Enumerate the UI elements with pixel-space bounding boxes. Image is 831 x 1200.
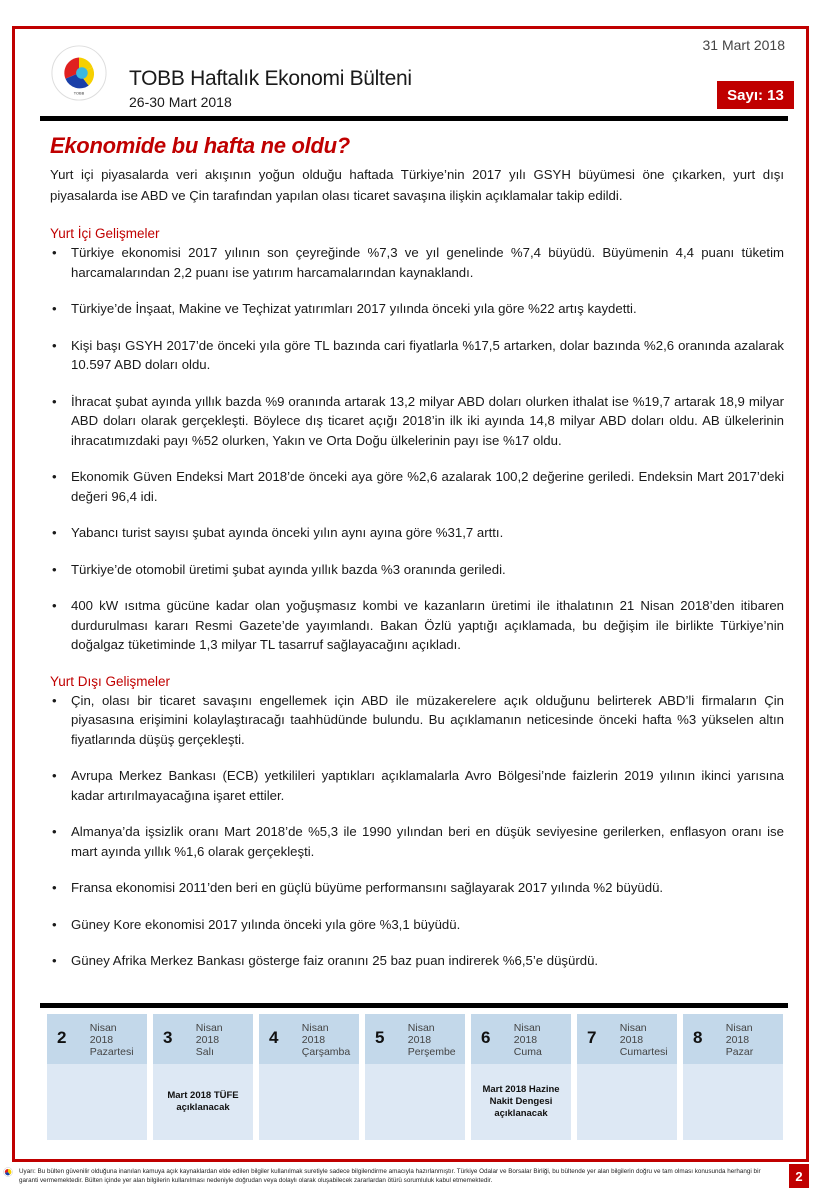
day-event	[577, 1064, 677, 1140]
calendar-day-header	[47, 1014, 147, 1064]
calendar-day	[47, 1014, 147, 1140]
day-month: Nisan 2018	[725, 1022, 753, 1046]
section-title-domestic: Yurt İçi Gelişmeler	[50, 226, 160, 241]
list-item: • Almanya’da işsizlik oranı Mart 2018’de %5,3 ile 1990 yılından beri en düşük seviyesine gerilerken, enflasyon oranı ise mart ayında yıllık %1,6 olarak gerçekleşti.	[50, 822, 784, 861]
day-month: Nisan 2018	[407, 1022, 435, 1046]
day-weekday: Cumartesi	[619, 1046, 668, 1058]
day-weekday: Pazartesi	[89, 1046, 134, 1058]
day-event	[365, 1064, 465, 1140]
calendar-day	[577, 1014, 677, 1140]
list-item: • Güney Afrika Merkez Bankası gösterge faiz oranını 25 baz puan indirerek %6,5’e düşürdü.	[50, 951, 784, 971]
issue-badge: Sayı: 13	[717, 81, 794, 109]
header-divider	[40, 116, 788, 121]
day-number: 2	[57, 1028, 67, 1047]
day-event: Mart 2018 Hazine Nakit Dengesi açıklanacak	[471, 1064, 571, 1140]
main-content	[50, 132, 784, 971]
day-month: Nisan 2018	[89, 1022, 117, 1046]
day-weekday: Perşembe	[407, 1046, 456, 1058]
day-event	[683, 1064, 783, 1140]
bulletin-title: TOBB Haftalık Ekonomi Bülteni	[129, 67, 412, 90]
day-event	[259, 1064, 359, 1140]
page-number: 2	[789, 1164, 809, 1188]
international-list	[50, 691, 784, 971]
day-weekday: Çarşamba	[301, 1046, 351, 1058]
list-item: • Türkiye’de İnşaat, Makine ve Teçhizat yatırımları 2017 yılında önceki yıla göre %22 artış kaydetti.	[50, 299, 784, 319]
calendar-day-header	[471, 1014, 571, 1064]
day-month: Nisan 2018	[513, 1022, 541, 1046]
list-item: • Türkiye ekonomisi 2017 yılının son çeyreğinde %7,3 ve yıl genelinde %7,4 büyüdü. Büyümenin 4,4 puanı tüketim harcamalarından 2,2 puanı ise yatırım harcamalarından kaynaklandı.	[50, 243, 784, 282]
publish-date: 31 Mart 2018	[702, 37, 785, 53]
calendar-day-header	[577, 1014, 677, 1064]
day-weekday: Salı	[195, 1046, 214, 1058]
list-item: • Avrupa Merkez Bankası (ECB) yetkilileri yaptıkları açıklamalarla Avro Bölgesi’nde faizlerin 2019 yılının ikinci yarısına kadar artırılmayacağına işaret ettiler.	[50, 766, 784, 805]
list-item: • 400 kW ısıtma gücüne kadar olan yoğuşmasız kombi ve kazanların üretimi ile ithalatının 21 Nisan 2018’den itibaren durdurulması kararı Resmi Gazete’de yayımlandı. Bakan Özlü yaptığı açıklamada, bu değişim ile birlikte Türkiye’nin doğalgaz tüketiminde 1,3 milyar TL tasarruf sağlayacağını açıkladı.	[50, 596, 784, 655]
day-number: 4	[269, 1028, 279, 1047]
domestic-list	[50, 243, 784, 655]
calendar-day	[153, 1014, 253, 1140]
list-item: • Güney Kore ekonomisi 2017 yılında önceki yıla göre %3,1 büyüdü.	[50, 915, 784, 935]
list-item: • Çin, olası bir ticaret savaşını engellemek için ABD ile müzakerelere açık olduğunu belirterek ABD’li firmaların Çin piyasasına erişimini kolaylaştıracağı taahhüdünde bulundu. Bu açıklamanın neticesinde önceki hafta %3 yükselen altın fiyatlarında düşüş gerçekleşti.	[50, 691, 784, 750]
intro-paragraph: Yurt içi piyasalarda veri akışının yoğun olduğu haftada Türkiye’nin 2017 yılı GSYH büyümesi öne çıkarken, yurt dışı piyasalarda ise ABD ve Çin tarafından yapılan olası ticaret savaşına ilişkin açıklamalar takip edildi.	[50, 167, 784, 203]
calendar-day	[365, 1014, 465, 1140]
svg-text:TOBB: TOBB	[73, 91, 85, 96]
calendar-day-header	[153, 1014, 253, 1064]
calendar-day-header	[365, 1014, 465, 1064]
day-number: 8	[693, 1028, 703, 1047]
list-item: • Fransa ekonomisi 2011’den beri en güçlü büyüme performansını sağlayarak 2017 yılında %2 büyüdü.	[50, 878, 784, 898]
weekly-calendar	[47, 1014, 787, 1140]
bulletin-date-range: 26-30 Mart 2018	[129, 94, 232, 110]
day-number: 7	[587, 1028, 597, 1047]
calendar-day	[683, 1014, 783, 1140]
calendar-day-header	[259, 1014, 359, 1064]
disclaimer-text: Uyarı: Bu bülten güvenilir olduğuna inanılan kamuya açık kaynaklardan elde edilen bilgiler kullanılmak suretiyle sadece bilgilendirme amacıyla hazırlanmıştır. Türkiye Odalar ve Borsalar Birliği, bu bültende yer alan bilgilerin doğru ve tam olması konusunda herhangi bir garanti vermemektedir. Bülten içinde yer alan bilgilerin kullanılması nedeniyle doğrudan veya dolaylı olarak oluşabilecek zararlardan ötürü sorumluluk kabul etmemektedir.	[19, 1168, 761, 1184]
tobb-logo-icon	[50, 44, 108, 102]
calendar-day	[259, 1014, 359, 1140]
list-item: • Türkiye’de otomobil üretimi şubat ayında yıllık bazda %3 oranında geriledi.	[50, 560, 784, 580]
day-number: 3	[163, 1028, 173, 1047]
list-item: • Ekonomik Güven Endeksi Mart 2018’de önceki aya göre %2,6 azalarak 100,2 değerine geriledi. Endeksin Mart 2017’deki değeri 96,4 idi.	[50, 467, 784, 506]
calendar-divider	[40, 1003, 788, 1008]
day-month: Nisan 2018	[301, 1022, 329, 1046]
day-number: 6	[481, 1028, 491, 1047]
day-event	[47, 1064, 147, 1140]
day-weekday: Pazar	[725, 1046, 754, 1058]
day-event: Mart 2018 TÜFE açıklanacak	[153, 1064, 253, 1140]
day-number: 5	[375, 1028, 385, 1047]
list-item: • Kişi başı GSYH 2017’de önceki yıla göre TL bazında cari fiyatlarla %17,5 artarken, dolar bazında %2,6 oranında azalarak 10.597 ABD doları oldu.	[50, 336, 784, 375]
section-title-international: Yurt Dışı Gelişmeler	[50, 673, 171, 689]
list-item: • İhracat şubat ayında yıllık bazda %9 oranında artarak 13,2 milyar ABD doları olurken ithalat ise %19,7 artarak 18,9 milyar ABD doları olarak gerçekleşti. Böylece dış ticaret açığı 2018’in ilk iki ayında 14,8 milyar ABD doları oldu. AB ülkelerinin ihracatımızdaki payı %52 olurken, Yakın ve Orta Doğu ülkelerinin payı ise %17 oldu.	[50, 392, 784, 451]
calendar-day	[471, 1014, 571, 1140]
list-item: • Yabancı turist sayısı şubat ayında önceki yılın aynı ayına göre %31,7 arttı.	[50, 523, 784, 543]
page-heading: Ekonomide bu hafta ne oldu?	[50, 133, 350, 158]
calendar-day-header	[683, 1014, 783, 1064]
day-weekday: Cuma	[513, 1046, 542, 1058]
day-month: Nisan 2018	[195, 1022, 223, 1046]
day-month: Nisan 2018	[619, 1022, 647, 1046]
